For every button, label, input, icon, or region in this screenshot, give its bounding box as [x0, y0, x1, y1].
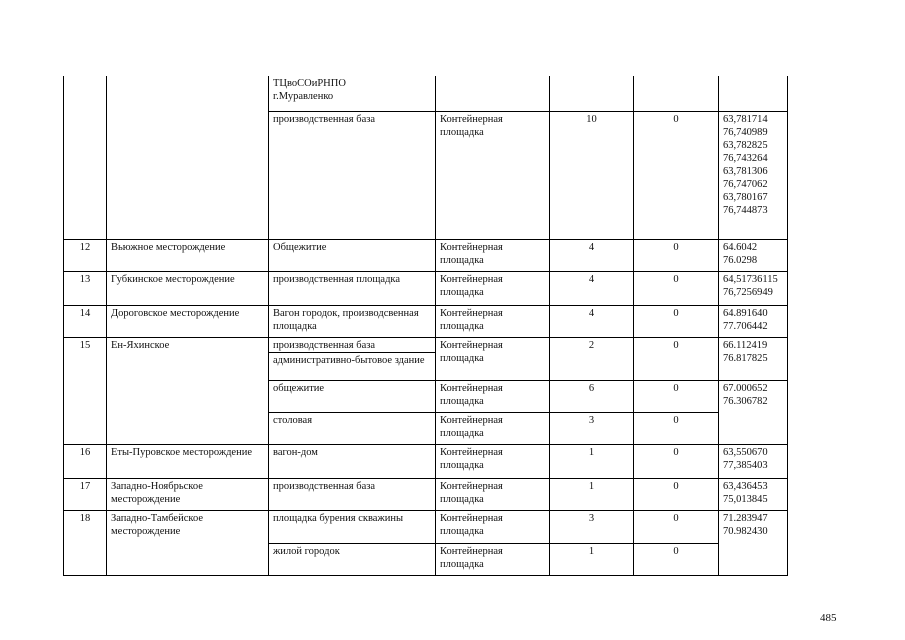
table-row: [64, 337, 788, 352]
cell-num: 15: [64, 337, 107, 444]
object-line: ТЦвоСОиРНПО: [273, 78, 346, 89]
cell-field: Ен-Яхинское: [107, 337, 269, 444]
cell-num: [64, 76, 107, 239]
cell-type: Контейнерная площадка: [436, 412, 550, 444]
coord-value: 63,781714: [723, 113, 768, 125]
table-row: [64, 510, 788, 543]
waste-sites-table: [63, 76, 788, 576]
cell-coords: [719, 380, 788, 444]
cell-zero: 0: [634, 305, 719, 337]
cell-zero: 0: [634, 444, 719, 478]
cell-object: жилой городок: [269, 543, 436, 575]
cell-zero: [634, 76, 719, 111]
cell-zero: 0: [634, 380, 719, 412]
coord-value: 70.982430: [723, 525, 768, 537]
cell-object: производственная база: [269, 337, 436, 352]
cell-zero: 0: [634, 239, 719, 271]
cell-num: 17: [64, 478, 107, 510]
coord-value: 76.817825: [723, 352, 768, 364]
cell-type: Контейнерная площадка: [436, 510, 550, 543]
page-number: 485: [820, 612, 837, 624]
cell-count: 4: [550, 305, 634, 337]
cell-object: столовая: [269, 412, 436, 444]
coord-value: 76.0298: [723, 254, 758, 266]
cell-count: 6: [550, 380, 634, 412]
cell-object: административно-бытовое здание: [269, 352, 436, 380]
coord-value: 76.306782: [723, 395, 768, 407]
cell-num: 18: [64, 510, 107, 575]
table-row: [64, 271, 788, 305]
cell-type: Контейнерная площадка: [436, 337, 550, 380]
cell-type: Контейнерная площадка: [436, 239, 550, 271]
cell-field: Вьюжное месторождение: [107, 239, 269, 271]
cell-count: 1: [550, 478, 634, 510]
coord-value: 76,743264: [723, 152, 768, 164]
cell-type: Контейнерная площадка: [436, 271, 550, 305]
cell-field: [107, 76, 269, 239]
cell-count: 4: [550, 239, 634, 271]
cell-count: [550, 76, 634, 111]
cell-type: Контейнерная площадка: [436, 111, 550, 239]
cell-object: [269, 76, 436, 111]
cell-coords: [719, 478, 788, 510]
cell-field: Еты-Пуровское месторождение: [107, 444, 269, 478]
cell-zero: 0: [634, 271, 719, 305]
cell-count: 3: [550, 510, 634, 543]
cell-type: Контейнерная площадка: [436, 380, 550, 412]
cell-count: 3: [550, 412, 634, 444]
object-line: г.Муравленко: [273, 91, 334, 102]
cell-coords: [719, 111, 788, 239]
cell-count: 1: [550, 444, 634, 478]
cell-field: Губкинское месторождение: [107, 271, 269, 305]
cell-count: 2: [550, 337, 634, 380]
coord-value: 66.112419: [723, 339, 768, 351]
cell-type: Контейнерная площадка: [436, 543, 550, 575]
cell-object: производственная база: [269, 478, 436, 510]
cell-coords: [719, 239, 788, 271]
cell-count: 1: [550, 543, 634, 575]
cell-zero: 0: [634, 412, 719, 444]
cell-zero: 0: [634, 111, 719, 239]
coord-value: 76,747062: [723, 178, 768, 190]
coord-value: 63,550670: [723, 446, 768, 458]
table-row: [64, 305, 788, 337]
coord-value: 76,740989: [723, 126, 768, 138]
cell-field: Западно-Тамбейское месторождение: [107, 510, 269, 575]
coord-value: 76,744873: [723, 204, 768, 216]
cell-num: 13: [64, 271, 107, 305]
cell-type: [436, 76, 550, 111]
cell-zero: 0: [634, 478, 719, 510]
coord-value: 63,780167: [723, 191, 768, 203]
coord-value: 64.6042: [723, 241, 758, 253]
coord-value: 77,385403: [723, 459, 768, 471]
cell-object: Вагон городок, производсвенная площадка: [269, 305, 436, 337]
cell-field: Дороговское месторождение: [107, 305, 269, 337]
cell-object: площадка бурения скважины: [269, 510, 436, 543]
coord-value: 76,7256949: [723, 286, 773, 298]
cell-type: Контейнерная площадка: [436, 305, 550, 337]
cell-coords: [719, 444, 788, 478]
coord-value: 75,013845: [723, 493, 768, 505]
cell-coords: [719, 510, 788, 575]
cell-object: вагон-дом: [269, 444, 436, 478]
coord-value: 63,781306: [723, 165, 768, 177]
cell-zero: 0: [634, 337, 719, 380]
cell-coords: [719, 76, 788, 111]
cell-count: 4: [550, 271, 634, 305]
cell-coords: [719, 305, 788, 337]
cell-object: производственная площадка: [269, 271, 436, 305]
coord-value: 67.000652: [723, 382, 768, 394]
cell-type: Контейнерная площадка: [436, 444, 550, 478]
cell-coords: [719, 337, 788, 380]
cell-num: 14: [64, 305, 107, 337]
table-row: [64, 478, 788, 510]
cell-object: Общежитие: [269, 239, 436, 271]
table-row: [64, 239, 788, 271]
coord-value: 63,782825: [723, 139, 768, 151]
cell-zero: 0: [634, 510, 719, 543]
cell-object: производственная база: [269, 111, 436, 239]
cell-type: Контейнерная площадка: [436, 478, 550, 510]
coord-value: 63,436453: [723, 480, 768, 492]
table-row: [64, 444, 788, 478]
cell-zero: 0: [634, 543, 719, 575]
cell-object: общежитие: [269, 380, 436, 412]
cell-count: 10: [550, 111, 634, 239]
coord-value: 64,51736115: [723, 273, 778, 285]
cell-field: Западно-Ноябрьское месторождение: [107, 478, 269, 510]
coord-value: 71.283947: [723, 512, 768, 524]
table-row: [64, 76, 788, 111]
coord-value: 77.706442: [723, 320, 768, 332]
coord-value: 64.891640: [723, 307, 768, 319]
cell-coords: [719, 271, 788, 305]
cell-num: 16: [64, 444, 107, 478]
cell-num: 12: [64, 239, 107, 271]
